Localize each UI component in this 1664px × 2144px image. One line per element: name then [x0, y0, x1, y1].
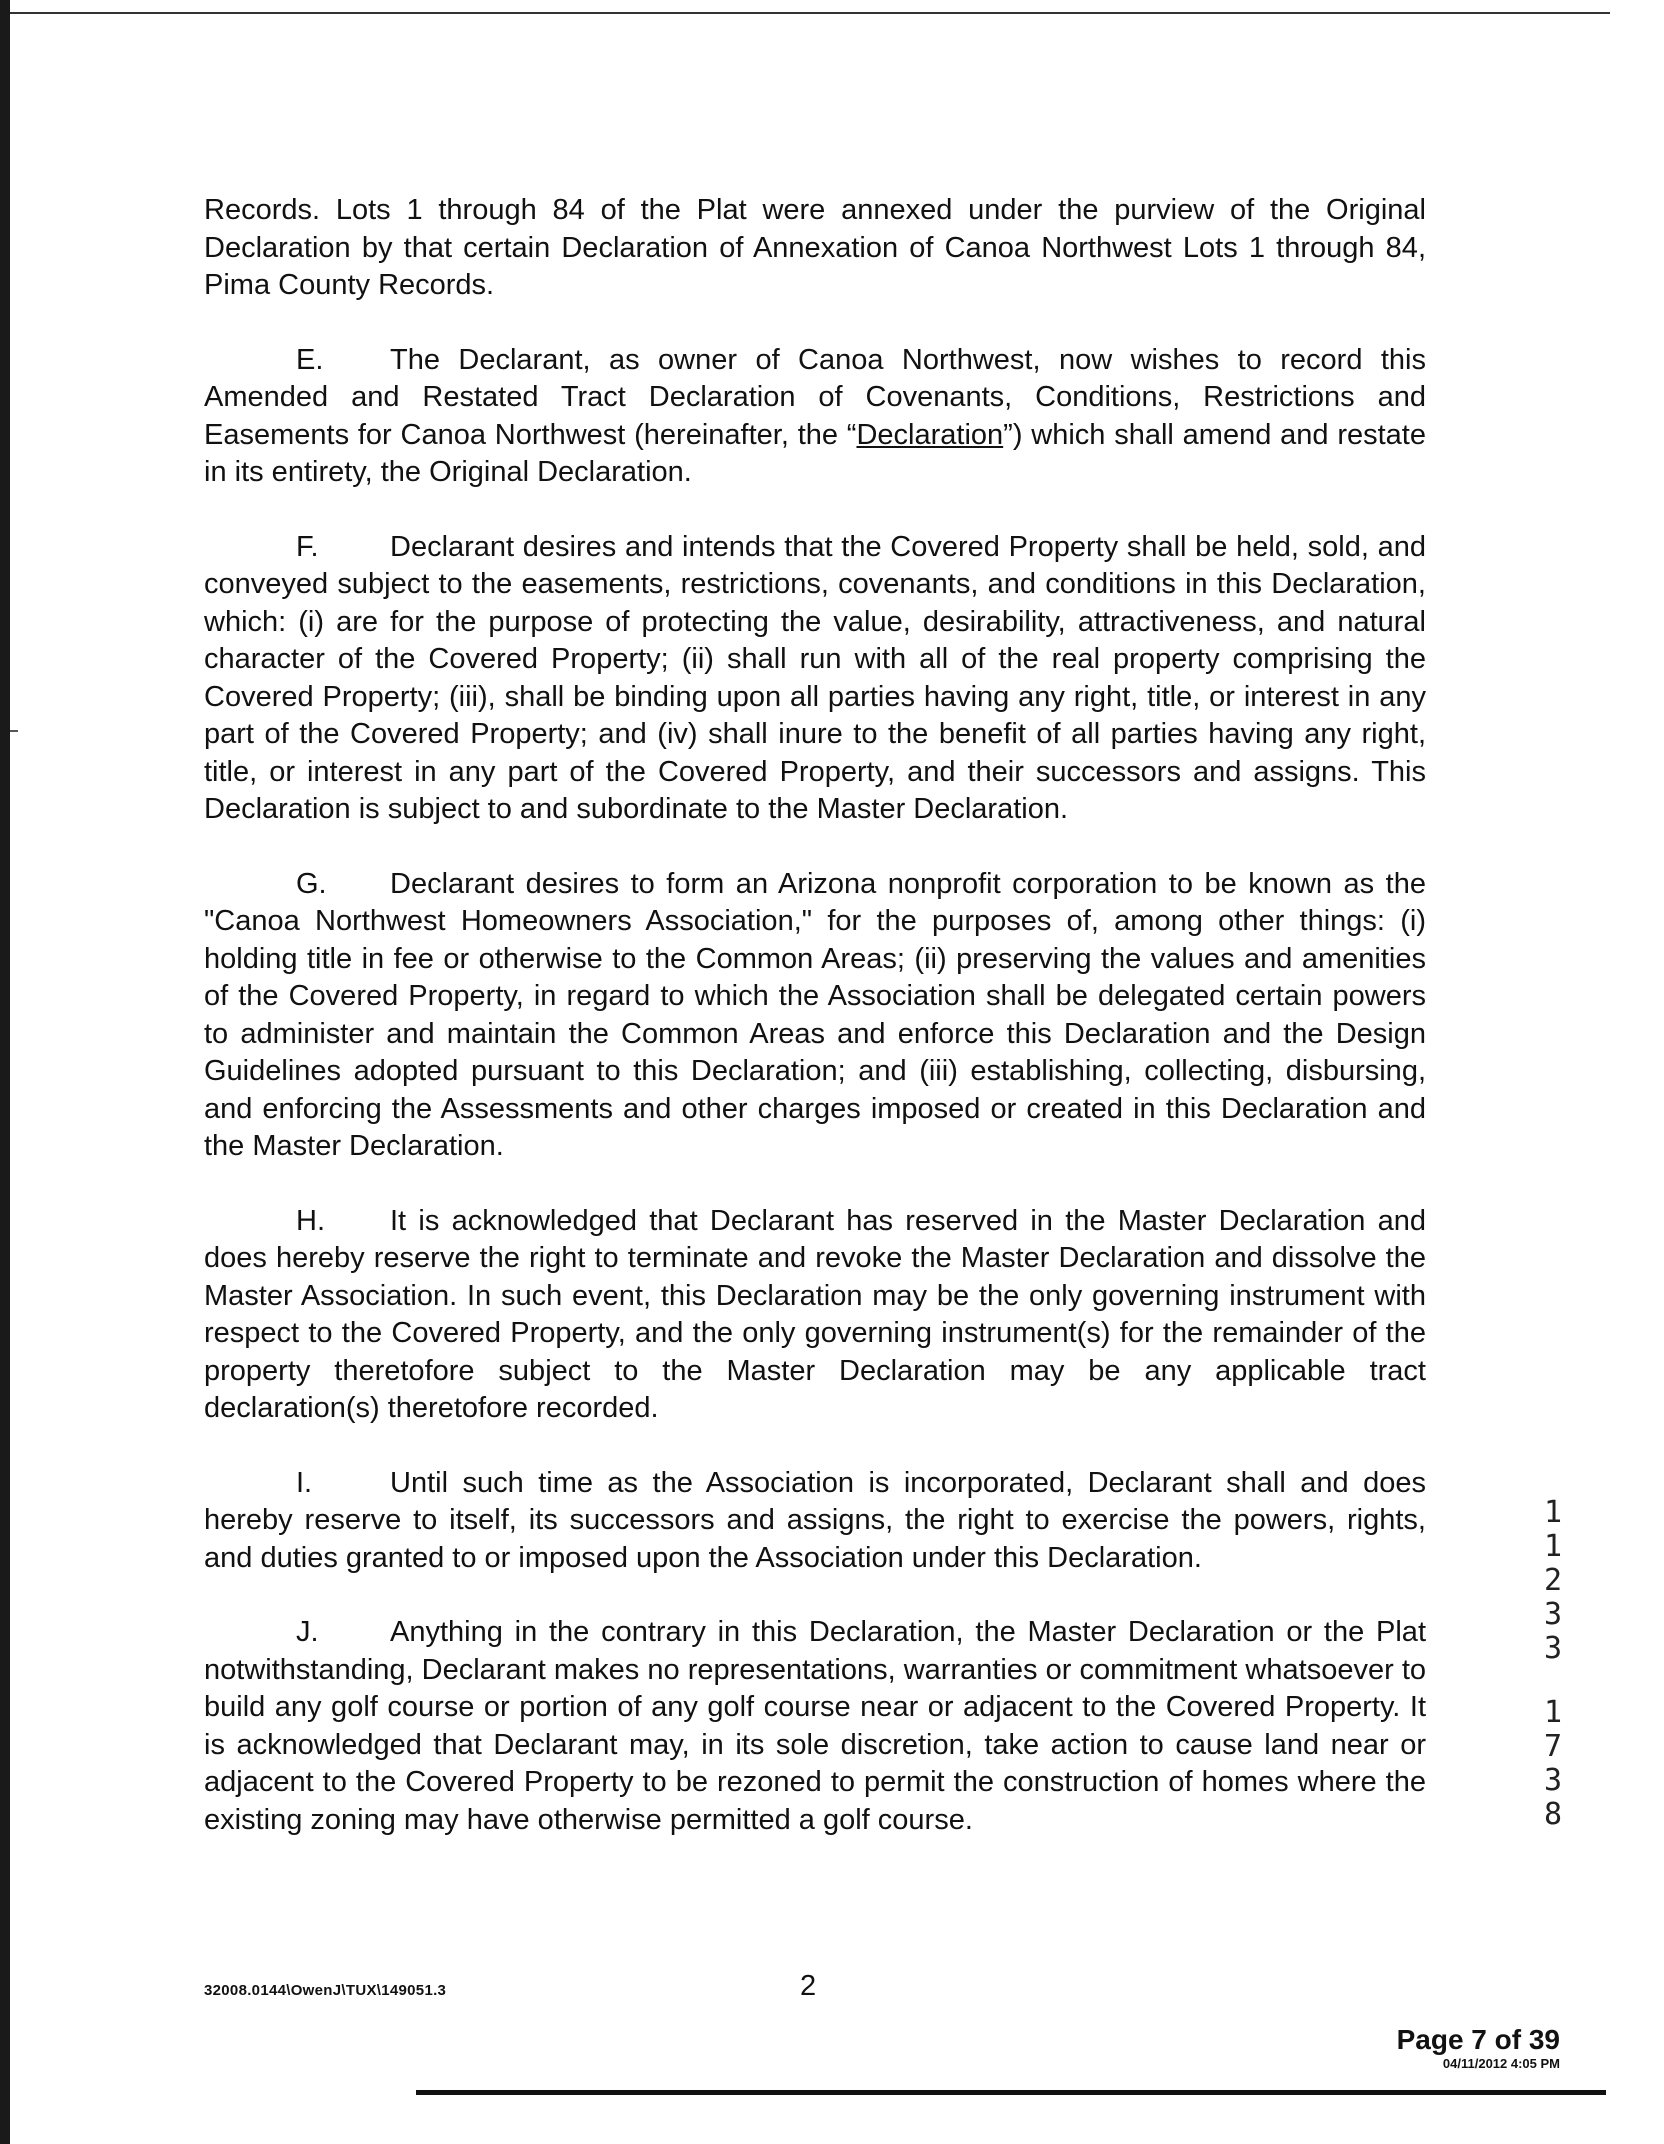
- paragraph-i: [204, 1465, 1426, 1578]
- paragraph-letter: H.: [296, 1204, 325, 1237]
- paragraph-letter: J.: [296, 1616, 319, 1648]
- scan-edge-mark: [10, 730, 18, 732]
- recording-digit: 2: [1543, 1563, 1563, 1598]
- paragraph-j: [204, 1614, 1426, 1839]
- scan-left-border: [0, 0, 10, 2144]
- paragraph-text: Records. Lots 1 through 84 of the Plat were annexed under the purview of the Original Declaration by that certain Declaration of Annexation of Canoa Northwest Lots 1 through 84, Pima County Records.: [204, 194, 1426, 301]
- recording-number-upper: [1536, 1496, 1570, 1666]
- paragraph-text: The Declarant, as owner of Canoa Northwest, now wishes to record this Amended and Restated Tract Declaration of Covenants, Conditions, Restrictions and Easements for Canoa Northwest (hereinafter, the “: [204, 343, 1426, 451]
- recording-digit: 3: [1543, 1631, 1563, 1666]
- recording-digit: 8: [1543, 1797, 1563, 1832]
- paragraph-continuation: [204, 192, 1426, 305]
- stamp-page-count: Page 7 of 39: [1396, 2024, 1560, 2055]
- paragraph-text: Anything in the contrary in this Declaration, the Master Declaration or the Plat notwithstanding, Declarant makes no representations, warranties or commitment whatsoever to build any golf course or portion of any golf course near or adjacent to the Covered Property. It is acknowledged that Declarant may, in its sole discretion, take action to cause land near or adjacent to the Covered Property to be rezoned to permit the construction of homes where the existing zoning may have otherwise permitted a golf course.: [204, 1616, 1426, 1836]
- paragraph-text: Declarant desires to form an Arizona nonprofit corporation to be known as the "Canoa Northwest Homeowners Association," for the purposes of, among other things: (i) holding title in fee or otherwise to the Common Areas; (ii) preserving the values and amenities of the Covered Property, in regard to which the Association shall be delegated certain powers to administer and maintain the Common Areas and enforce this Declaration and the Design Guidelines adopted pursuant to this Declaration; and (iii) establishing, collecting, disbursing, and enforcing the Assessments and other charges imposed or created in this Declaration and the Master Declaration.: [204, 867, 1426, 1162]
- recording-digit: 3: [1543, 1597, 1563, 1632]
- recording-number-lower: [1536, 1696, 1570, 1832]
- paragraph-text: Declarant desires and intends that the Covered Property shall be held, sold, and conveyed subject to the easements, restrictions, covenants, and conditions in this Declaration, which: (i) are for the purpose of protecting the value, desirability, attractiveness, and natural character of the Covered Property; (ii) shall run with all of the real property comprising the Covered Property; (iii), shall be binding upon all parties having any right, title, or interest in any part of the Covered Property; and (iv) shall inure to the benefit of all parties having any right, title, or interest in any part of the Covered Property, and their successors and assigns. This Declaration is subject to and subordinate to the Master Declaration.: [204, 530, 1426, 825]
- bottom-rule: [416, 2090, 1606, 2095]
- recording-digit: 1: [1543, 1495, 1563, 1530]
- recording-stamp: [1380, 2024, 1560, 2072]
- paragraph-e: [204, 342, 1426, 492]
- paragraph-h: [204, 1203, 1426, 1428]
- paragraph-text: It is acknowledged that Declarant has reserved in the Master Declaration and does hereby reserve the right to terminate and revoke the Master Declaration and dissolve the Master Association. In such event, this Declaration may be the only governing instrument with respect to the Covered Property, and the only governing instrument(s) for the remainder of the property theretofore subject to the Master Declaration may be any applicable tract declaration(s) theretofore recorded.: [204, 1204, 1426, 1424]
- paragraph-letter: F.: [296, 530, 319, 563]
- recording-digit: 7: [1543, 1729, 1563, 1764]
- recording-digit: 1: [1543, 1695, 1563, 1730]
- recording-digit: 1: [1543, 1529, 1563, 1564]
- paragraph-letter: G.: [296, 867, 327, 900]
- defined-term-declaration: Declaration: [856, 418, 1004, 451]
- scan-top-rule: [10, 12, 1610, 14]
- paragraph-f: [204, 529, 1426, 829]
- paragraph-letter: I.: [296, 1466, 313, 1499]
- paragraph-text-cont: ”) which shall amend and restate in its entirety, the Original Declaration.: [204, 418, 1426, 488]
- paragraph-letter: E.: [296, 343, 324, 376]
- stamp-datetime: 04/11/2012 4:05 PM: [1442, 2056, 1560, 2071]
- paragraph-text: Until such time as the Association is incorporated, Declarant shall and does hereby reserve to itself, its successors and assigns, the right to exercise the powers, rights, and duties granted to or imposed upon the Association under this Declaration.: [204, 1466, 1426, 1574]
- paragraph-g: [204, 866, 1426, 1166]
- document-body: [204, 192, 1426, 1876]
- recording-digit: 3: [1543, 1763, 1563, 1798]
- footer-page-number: 2: [800, 1970, 817, 2002]
- footer-document-id: 32008.0144\OwenJ\TUX\149051.3: [204, 1982, 447, 1999]
